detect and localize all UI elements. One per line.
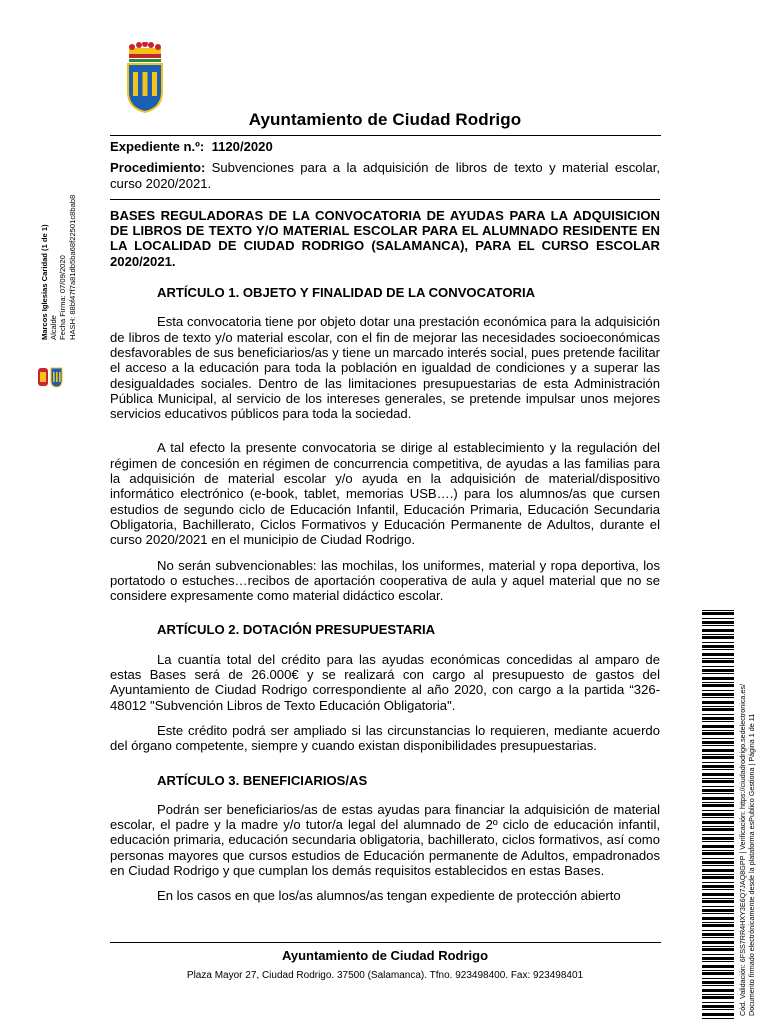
signer-role: Alcalde [49,315,59,340]
barcode-bar [702,721,734,722]
barcode-bar [702,985,734,986]
barcode-bar [702,913,734,914]
barcode-bar [702,701,734,704]
barcode-bar [702,684,734,687]
barcode-bar [702,745,734,746]
barcode-bar [702,802,734,803]
barcode-bar [702,930,734,931]
barcode-bar [702,714,734,715]
barcode-bar [702,706,734,707]
barcode-bar [702,850,734,851]
barcode-bar [702,961,734,962]
barcode-bar [702,738,734,739]
barcode-bar [702,981,734,984]
footer-organization: Ayuntamiento de Ciudad Rodrigo [281,948,489,963]
barcode-bar [702,989,734,992]
signature-hash: HASH: 88bf47f7a81db5ba68f22501c8bab8 [67,194,77,340]
barcode-bar [702,708,734,711]
barcode-bar [702,749,734,752]
barcode-bar [702,725,734,728]
barcode-bar [702,756,734,759]
barcode-bar [702,970,734,971]
barcode-bar [702,834,734,835]
article-1-paragraph-1: Esta convocatoria tiene por objeto dotar una prestación económica para la adquisición de libros de texto y/o material escolar, con el fin de mejorar las necesidades socioeconómicas desfavorables de sus beneficiarios/as y tiene un marcado interés social, pues pretende facilitar el acceso a la educación para toda la población en igualdad de condiciones y a superar las desigualdades sociales. Dentro de las limitaciones presupuestarias de esta Administración Pública Municipal, al servicio de los intereses generales, se pretende impulsar unos mejores servicios educativos públicos para toda la sociedad. [110,314,660,422]
barcode-bar [702,837,734,840]
barcode-bar [702,645,734,648]
verification-block [738,684,756,1016]
barcode-bar [702,642,734,643]
expediente-number: 1120/2020 [211,139,273,154]
barcode-bar [702,1005,734,1008]
coat-of-arms-icon [123,42,167,114]
barcode-bar [702,778,734,779]
barcode-bar [702,1013,734,1016]
procedimiento-text: Subvenciones para a la adquisición de libros de texto y material escolar, curso 2020/2021. [110,160,661,191]
procedimiento-label: Procedimiento: [110,160,206,176]
barcode-bar [702,933,734,936]
barcode-bar [702,882,734,883]
article-1-paragraph-3: No serán subvencionables: las mochilas, los uniformes, material y ropa deportiva, los portatodo o estuches…recibos de aportación cooperativa de aula y aquel material que no se considere expresamente como material didáctico escolar. [110,557,660,604]
expediente-label: Expediente n.º: [110,139,205,154]
barcode-bar [702,762,734,763]
article-1-title: ARTÍCULO 1. OBJETO Y FINALIDAD DE LA CONVOCATORIA [157,285,536,301]
barcode-bar [702,841,734,842]
barcode-bar [702,629,734,632]
footer-address: Plaza Mayor 27, Ciudad Rodrigo. 37500 (Salamanca). Tfno. 923498400. Fax: 923498401 [186,970,584,981]
barcode-bar [702,852,734,855]
procedimiento-line [110,160,660,191]
barcode-bar [702,957,734,960]
barcode-bar [702,810,734,811]
barcode-bar [702,909,734,912]
barcode-bar [702,1002,734,1003]
barcode-bar [702,865,734,866]
expediente-line [110,139,660,154]
barcode-bar [702,937,734,938]
barcode-bar [702,773,734,776]
barcode-bar [702,876,734,879]
barcode-bar [702,682,734,683]
barcode-bar [702,804,734,807]
barcode-bar [702,972,734,975]
barcode-bar [702,965,734,968]
barcode-bar [702,634,734,635]
signature-seal-icon [37,366,63,388]
article-2-paragraph-1: La cuantía total del crédito para las ayudas económicas concedidas al amparo de estas Bases será de 26.000€ y se realizará con cargo al presupuesto de gastos del Ayuntamiento de Ciudad Rodrigo correspondiente al año 2020, con cargo a la partida “326-48012 "Subvención Libros de Texto Educación Obligatoria". [110,651,660,713]
barcode-bar [702,660,734,663]
barcode-bar [702,677,734,680]
page-title: Ayuntamiento de Ciudad Rodrigo [248,110,522,129]
barcode-bar [702,669,734,672]
article-1-paragraph-2: A tal efecto la presente convocatoria se dirige al establecimiento y la regulación del régimen de concesión en régimen de concurrencia competitiva, de ayudas a las familias para la adquisición de material escolar y/o ayuda en la adquisición de material/dispositivo informático electrónico (e-book, tablet, memorias USB….) para los alumnos/as que cursen estudios de segundo ciclo de Educación Infantil, Educación Primaria, Educación Secundaria Obligatoria, Bachillerato, Ciclos Formativos y Educación Permanente de Adultos, durante el curso 2020/2021 en el municipio de Ciudad Rodrigo. [110,440,660,548]
barcode-bar [702,625,734,626]
barcode-bar [702,658,734,659]
barcode-bar [702,885,734,888]
section-divider [110,199,660,200]
barcode-bar [702,793,734,794]
verification-code: Cód. Validación: 6FSS7RR4HXY3E6Q7JAQ8GPP | Verificación: https://ciudadrodrigo.sedelectronica.es/ [738,684,747,1016]
barcode-bar [702,861,734,864]
barcode-bar [702,826,734,827]
barcode-bar [702,765,734,768]
barcode-bar [702,893,734,896]
barcode-bar [702,900,734,903]
barcode-bar [702,922,734,923]
barcode-bar [702,813,734,816]
barcode-bar [702,954,734,955]
signature-block [40,195,77,340]
barcode-bar [702,1018,734,1019]
barcode-bar [702,817,734,818]
barcode-bar [702,898,734,899]
barcode-bar [702,789,734,792]
barcode-bar [702,673,734,674]
barcode-bar [702,612,734,615]
barcode-bar [702,732,734,735]
barcode-bar [702,828,734,831]
barcode-bar [702,786,734,787]
barcode-bar [702,621,734,624]
barcode-bar [702,697,734,698]
barcode-bar [702,874,734,875]
barcode-bar [702,769,734,770]
bases-title: BASES REGULADORAS DE LA CONVOCATORIA DE AYUDAS PARA LA ADQUISICION DE LIBROS DE TEXTO Y/O MATERIAL ESCOLAR PARA EL ALUMNADO RESIDENTE EN LA LOCALIDAD DE CIUDAD RODRIGO (SALAMANCA), PARA EL CURSO ESCOLAR 2020/2021. [110,207,660,269]
barcode-bar [702,618,734,619]
barcode-bar [702,978,734,979]
signer-name: Marcos Iglesias Caridad (1 de 1) [40,224,49,340]
article-3-title: ARTÍCULO 3. BENEFICIARIOS/AS [157,772,368,788]
barcode-bar [702,924,734,927]
document-body [110,139,660,904]
barcode-bar [702,1009,734,1010]
barcode-bar [702,693,734,696]
barcode-bar [702,649,734,650]
barcode-bar [702,741,734,744]
signature-date: Fecha Firma: 07/09/2020 [58,255,68,340]
barcode-bar [702,858,734,859]
barcode-bar [702,797,734,800]
barcode-bar [702,821,734,824]
barcode-bar [702,869,734,872]
barcode-bar [702,906,734,907]
barcode-bar [702,653,734,656]
footer-divider [110,942,661,943]
barcode-bar [702,690,734,691]
barcode-bar [702,941,734,944]
barcode-bar [702,610,734,611]
barcode-bar [702,994,734,995]
barcode-bar [702,889,734,890]
barcode-bar [702,780,734,783]
barcode-bar [702,754,734,755]
barcode-bar [702,666,734,667]
article-3-paragraph-2: En los casos en que los/as alumnos/as tengan expediente de protección abierto [157,888,621,904]
barcode-bar [702,948,734,951]
barcode-bar [702,636,734,639]
article-3-paragraph-1: Podrán ser beneficiarios/as de estas ayudas para financiar la adquisición de material escolar, el padre y la madre y/o tutor/a legal del alumnado de 2º ciclo de educación infantil, educación primaria, educación secundaria obligatoria, bachillerato, ciclos formativos, así como personas mayores que cursos estudios de Educación permanente de Adultos, empadronados en Ciudad Rodrigo y que cumplan los demás requisitos establecidos en estas Bases. [110,801,660,878]
barcode-bar [702,730,734,731]
verification-note: Documento firmado electrónicamente desde la plataforma esPublico Gestiona | Página 1 de 11 [747,713,756,1016]
barcode-bar [702,717,734,720]
article-2-paragraph-2: Este crédito podrá ser ampliado si las circunstancias lo requieren, mediante acuerdo del órgano competente, siempre y cuando existan disponibilidades presupuestarias. [110,722,660,754]
barcode-bar [702,845,734,848]
barcode-bar [702,946,734,947]
header-divider [110,135,661,136]
article-2-title: ARTÍCULO 2. DOTACIÓN PRESUPUESTARIA [157,622,436,638]
barcode-bar [702,917,734,920]
verification-barcode [702,610,734,1020]
barcode-bar [702,996,734,999]
